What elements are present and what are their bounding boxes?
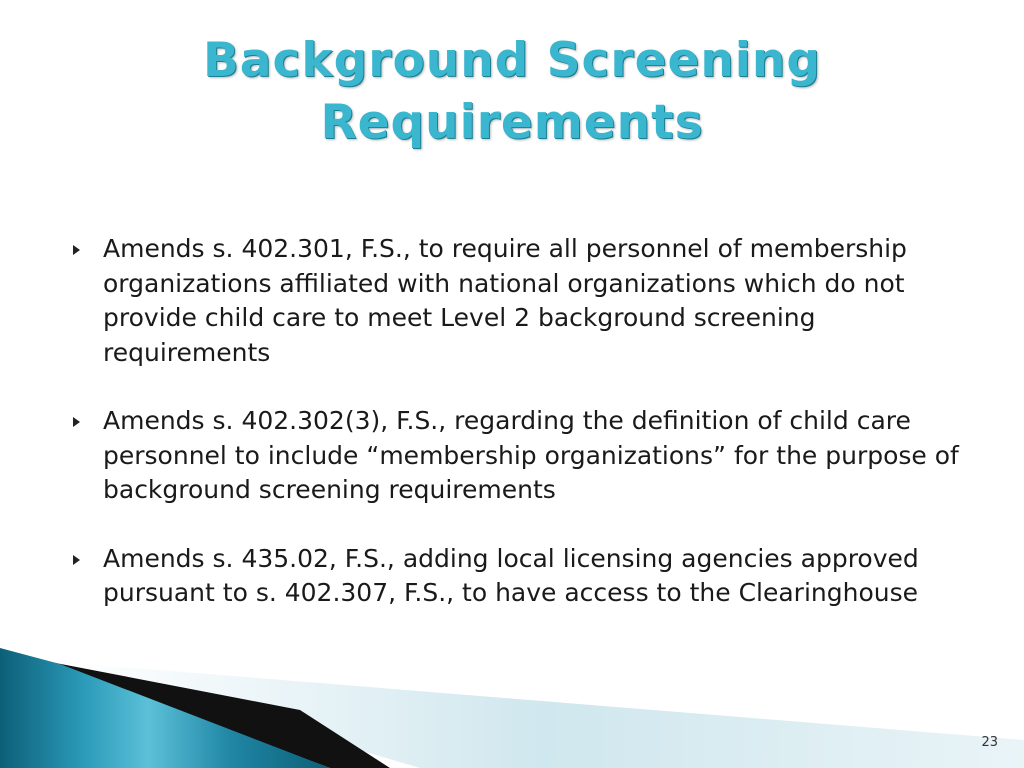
triangle-right-icon (73, 555, 80, 565)
bullet-text: Amends s. 435.02, F.S., adding local licensing agencies approved pursuant to s. 402.307, F.S., to have access to the Clearinghouse (103, 543, 919, 607)
page-number: 23 (981, 735, 998, 750)
triangle-right-icon (73, 245, 80, 255)
slide-title-line-1: Background Screening (202, 33, 821, 88)
bullet-list (0, 232, 1024, 645)
decorative-swoosh (0, 640, 1024, 768)
bullet-text: Amends s. 402.302(3), F.S., regarding the definition of child care personnel to include “membership organizations” for the purpose of background screening requirements (103, 406, 959, 504)
bullet-text: Amends s. 402.301, F.S., to require all personnel of membership organizations affiliated with national organizations which do not provide child care to meet Level 2 background screening requirements (103, 234, 907, 367)
slide-title (0, 30, 1024, 154)
bullet-item (0, 542, 1024, 611)
triangle-right-icon (73, 417, 80, 427)
slide-title-line-2: Requirements (320, 95, 704, 150)
bullet-item (0, 232, 1024, 370)
bullet-item (0, 404, 1024, 508)
